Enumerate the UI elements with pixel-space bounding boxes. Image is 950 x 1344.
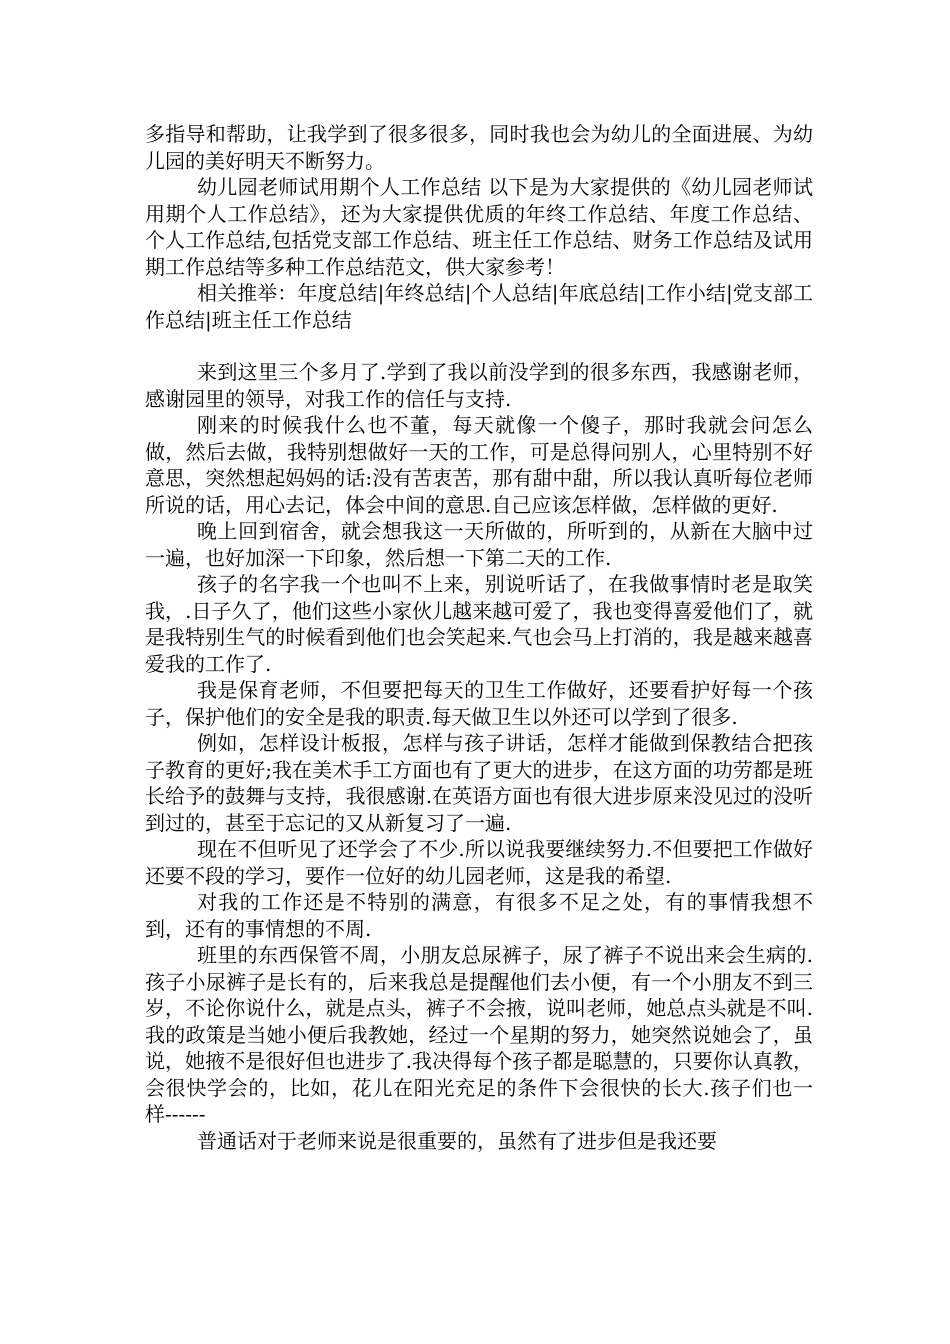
blank-line [145, 333, 813, 359]
recommendations-line: 相关推举：年度总结|年终总结|个人总结|年底总结|工作小结|党支部工作总结|班主任工作总结 [145, 281, 813, 332]
paragraph: 例如，怎样设计板报，怎样与孩子讲话，怎样才能做到保教结合把孩子教育的更好;我在美术手工方面也有了更大的进步，在这方面的功劳都是班长给予的鼓舞与支持，我很感谢.在英语方面也有很大进步原来没见过的没听到过的，甚至于忘记的又从新复习了一遍. [145, 731, 813, 835]
paragraph: 来到这里三个多月了.学到了我以前没学到的很多东西，我感谢老师，感谢园里的领导，对我工作的信任与支持. [145, 360, 813, 411]
document-body [145, 121, 813, 1154]
paragraph: 刚来的时候我什么也不董，每天就像一个傻子，那时我就会问怎么做，然后去做，我特别想做好一天的工作，可是总得问别人，心里特别不好意思，突然想起妈妈的话:没有苦衷苦，那有甜中甜，所以我认真听每位老师所说的话，用心去记，体会中间的意思.自己应该怎样做，怎样做的更好. [145, 413, 813, 517]
paragraph: 现在不但听见了还学会了不少.所以说我要继续努力.不但要把工作做好还要不段的学习，要作一位好的幼儿园老师，这是我的希望. [145, 837, 813, 888]
paragraph: 孩子的名字我一个也叫不上来，别说听话了，在我做事情时老是取笑我，.日子久了，他们这些小家伙儿越来越可爱了，我也变得喜爱他们了，就是我特别生气的时候看到他们也会笑起来.气也会马上打消的，我是越来越喜爱我的工作了. [145, 572, 813, 676]
paragraph: 幼儿园老师试用期个人工作总结 以下是为大家提供的《幼儿园老师试用期个人工作总结》，还为大家提供优质的年终工作总结、年度工作总结、个人工作总结,包括党支部工作总结、班主任工作总结、财务工作总结及试用期工作总结等多种工作总结范文，供大家参考！ [145, 175, 813, 279]
paragraph: 我是保育老师，不但要把每天的卫生工作做好，还要看护好每一个孩子，保护他们的安全是我的职责.每天做卫生以外还可以学到了很多. [145, 678, 813, 729]
paragraph: 班里的东西保管不周，小朋友总尿裤子，尿了裤子不说出来会生病的.孩子小尿裤子是长有的，后来我总是提醒他们去小便，有一个小朋友不到三岁，不论你说什么，就是点头，裤子不会掖，说叫老师，她总点头就是不叫.我的政策是当她小便后我教她，经过一个星期的努力，她突然说她会了，虽说，她掖不是很好但也进步了.我决得每个孩子都是聪慧的，只要你认真教，会很快学会的，比如，花儿在阳光充足的条件下会很快的长大.孩子们也一样------ [145, 943, 813, 1126]
paragraph: 多指导和帮助，让我学到了很多很多，同时我也会为幼儿的全面进展、为幼儿园的美好明天不断努力。 [145, 122, 813, 173]
paragraph: 对我的工作还是不特别的满意，有很多不足之处，有的事情我想不到，还有的事情想的不周. [145, 890, 813, 941]
paragraph: 晚上回到宿舍，就会想我这一天所做的，所听到的，从新在大脑中过一遍，也好加深一下印象，然后想一下第二天的工作. [145, 519, 813, 570]
paragraph: 普通话对于老师来说是很重要的，虽然有了进步但是我还要 [197, 1128, 717, 1153]
